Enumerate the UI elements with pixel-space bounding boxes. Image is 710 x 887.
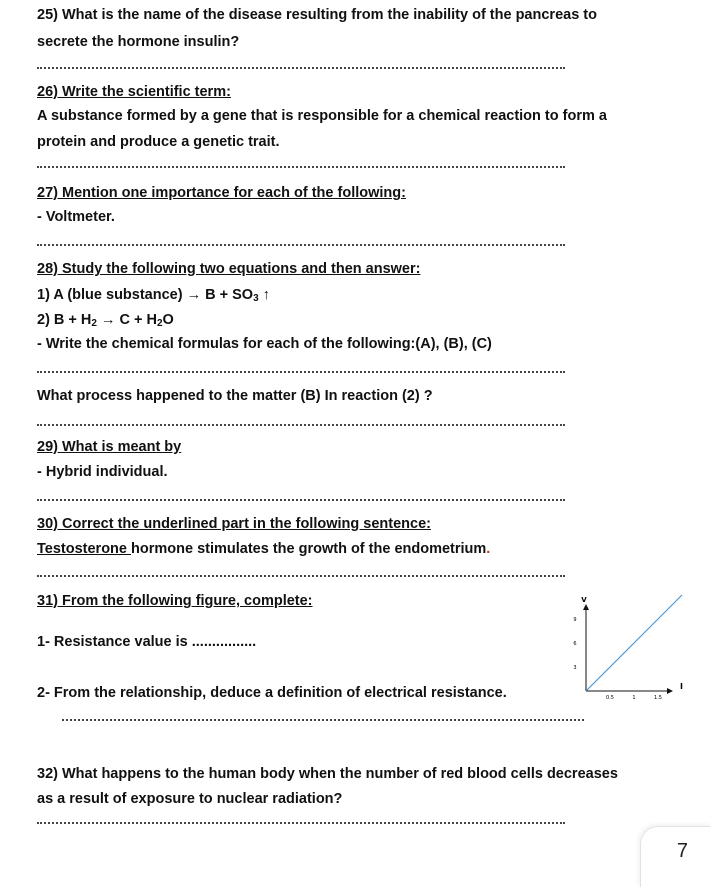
q27-item: - Voltmeter. (37, 209, 115, 225)
q26-answer-line[interactable] (37, 166, 565, 168)
x-axis-label: I (680, 682, 683, 691)
y-tick-label: 6 (573, 641, 577, 647)
x-tick-label: 1.5 (654, 695, 662, 701)
q32-answer-line[interactable] (37, 822, 565, 824)
q25-line1: 25) What is the name of the disease resulting from the inability of the pancreas to (37, 7, 597, 23)
y-axis-label: V (581, 596, 587, 604)
q28-question-2: What process happened to the matter (B) In reaction (2) ? (37, 388, 433, 404)
q32-line2: as a result of exposure to nuclear radiation? (37, 791, 343, 807)
y-tick-label: 9 (573, 617, 577, 623)
q28-answer-line-2[interactable] (37, 424, 565, 426)
q25-line2: secrete the hormone insulin? (37, 34, 240, 50)
q29-heading: 29) What is meant by (37, 439, 182, 455)
q30-period: . (486, 541, 491, 557)
eq2-subscript-1: 2 (91, 318, 97, 329)
q27-heading: 27) Mention one importance for each of the following: (37, 185, 406, 201)
q25-answer-line[interactable] (37, 67, 565, 69)
q26-line2: protein and produce a genetic trait. (37, 134, 280, 150)
q31-item1 (37, 633, 256, 651)
q31-item2: 2- From the relationship, deduce a definition of electrical resistance. (37, 685, 507, 701)
eq1-part-b: ↑ (258, 287, 270, 303)
q32-line1: 32) What happens to the human body when the number of red blood cells decreases (37, 766, 618, 782)
eq2-part-c: O (162, 312, 174, 328)
eq2-part-a: 2) B + H (37, 312, 92, 328)
q31-heading: 31) From the following figure, complete: (37, 593, 313, 609)
x-tick-label: 1 (632, 695, 636, 701)
q28-heading: 28) Study the following two equations and then answer: (37, 261, 421, 277)
eq1-part-a: 1) A (blue substance) → B + SO (37, 287, 254, 303)
q30-sentence (37, 540, 490, 558)
eq1-subscript: 3 (253, 293, 259, 304)
page-number: 7 (676, 840, 688, 862)
q28-instruction: - Write the chemical formulas for each of the following:(A), (B), (C) (37, 336, 492, 352)
eq2-subscript-2: 2 (156, 318, 163, 329)
q28-equation-2 (37, 311, 174, 329)
q29-answer-line[interactable] (37, 499, 565, 501)
eq2-part-b: → C + H (96, 312, 157, 328)
y-tick-label: 3 (573, 665, 577, 671)
q31-answer-line[interactable] (62, 719, 584, 721)
q30-sentence-rest: hormone stimulates the growth of the endometrium (131, 541, 487, 557)
q31-item1-blank[interactable]: ................ (191, 634, 257, 650)
q31-item1-label: 1- Resistance value is (37, 634, 192, 650)
page-corner (640, 826, 710, 887)
q29-item: - Hybrid individual. (37, 464, 168, 480)
q30-underlined-part: Testosterone (37, 541, 132, 557)
q30-heading: 30) Correct the underlined part in the following sentence: (37, 516, 431, 532)
vi-graph (565, 593, 690, 705)
v-i-line (586, 595, 682, 691)
q26-heading: 26) Write the scientific term: (37, 84, 231, 100)
q27-answer-line[interactable] (37, 244, 565, 246)
q26-line1: A substance formed by a gene that is responsible for a chemical reaction to form a (37, 108, 607, 124)
x-tick-label: 0.5 (606, 695, 614, 701)
q30-answer-line[interactable] (37, 575, 565, 577)
q28-equation-1 (37, 286, 270, 304)
q28-answer-line-1[interactable] (37, 371, 565, 373)
